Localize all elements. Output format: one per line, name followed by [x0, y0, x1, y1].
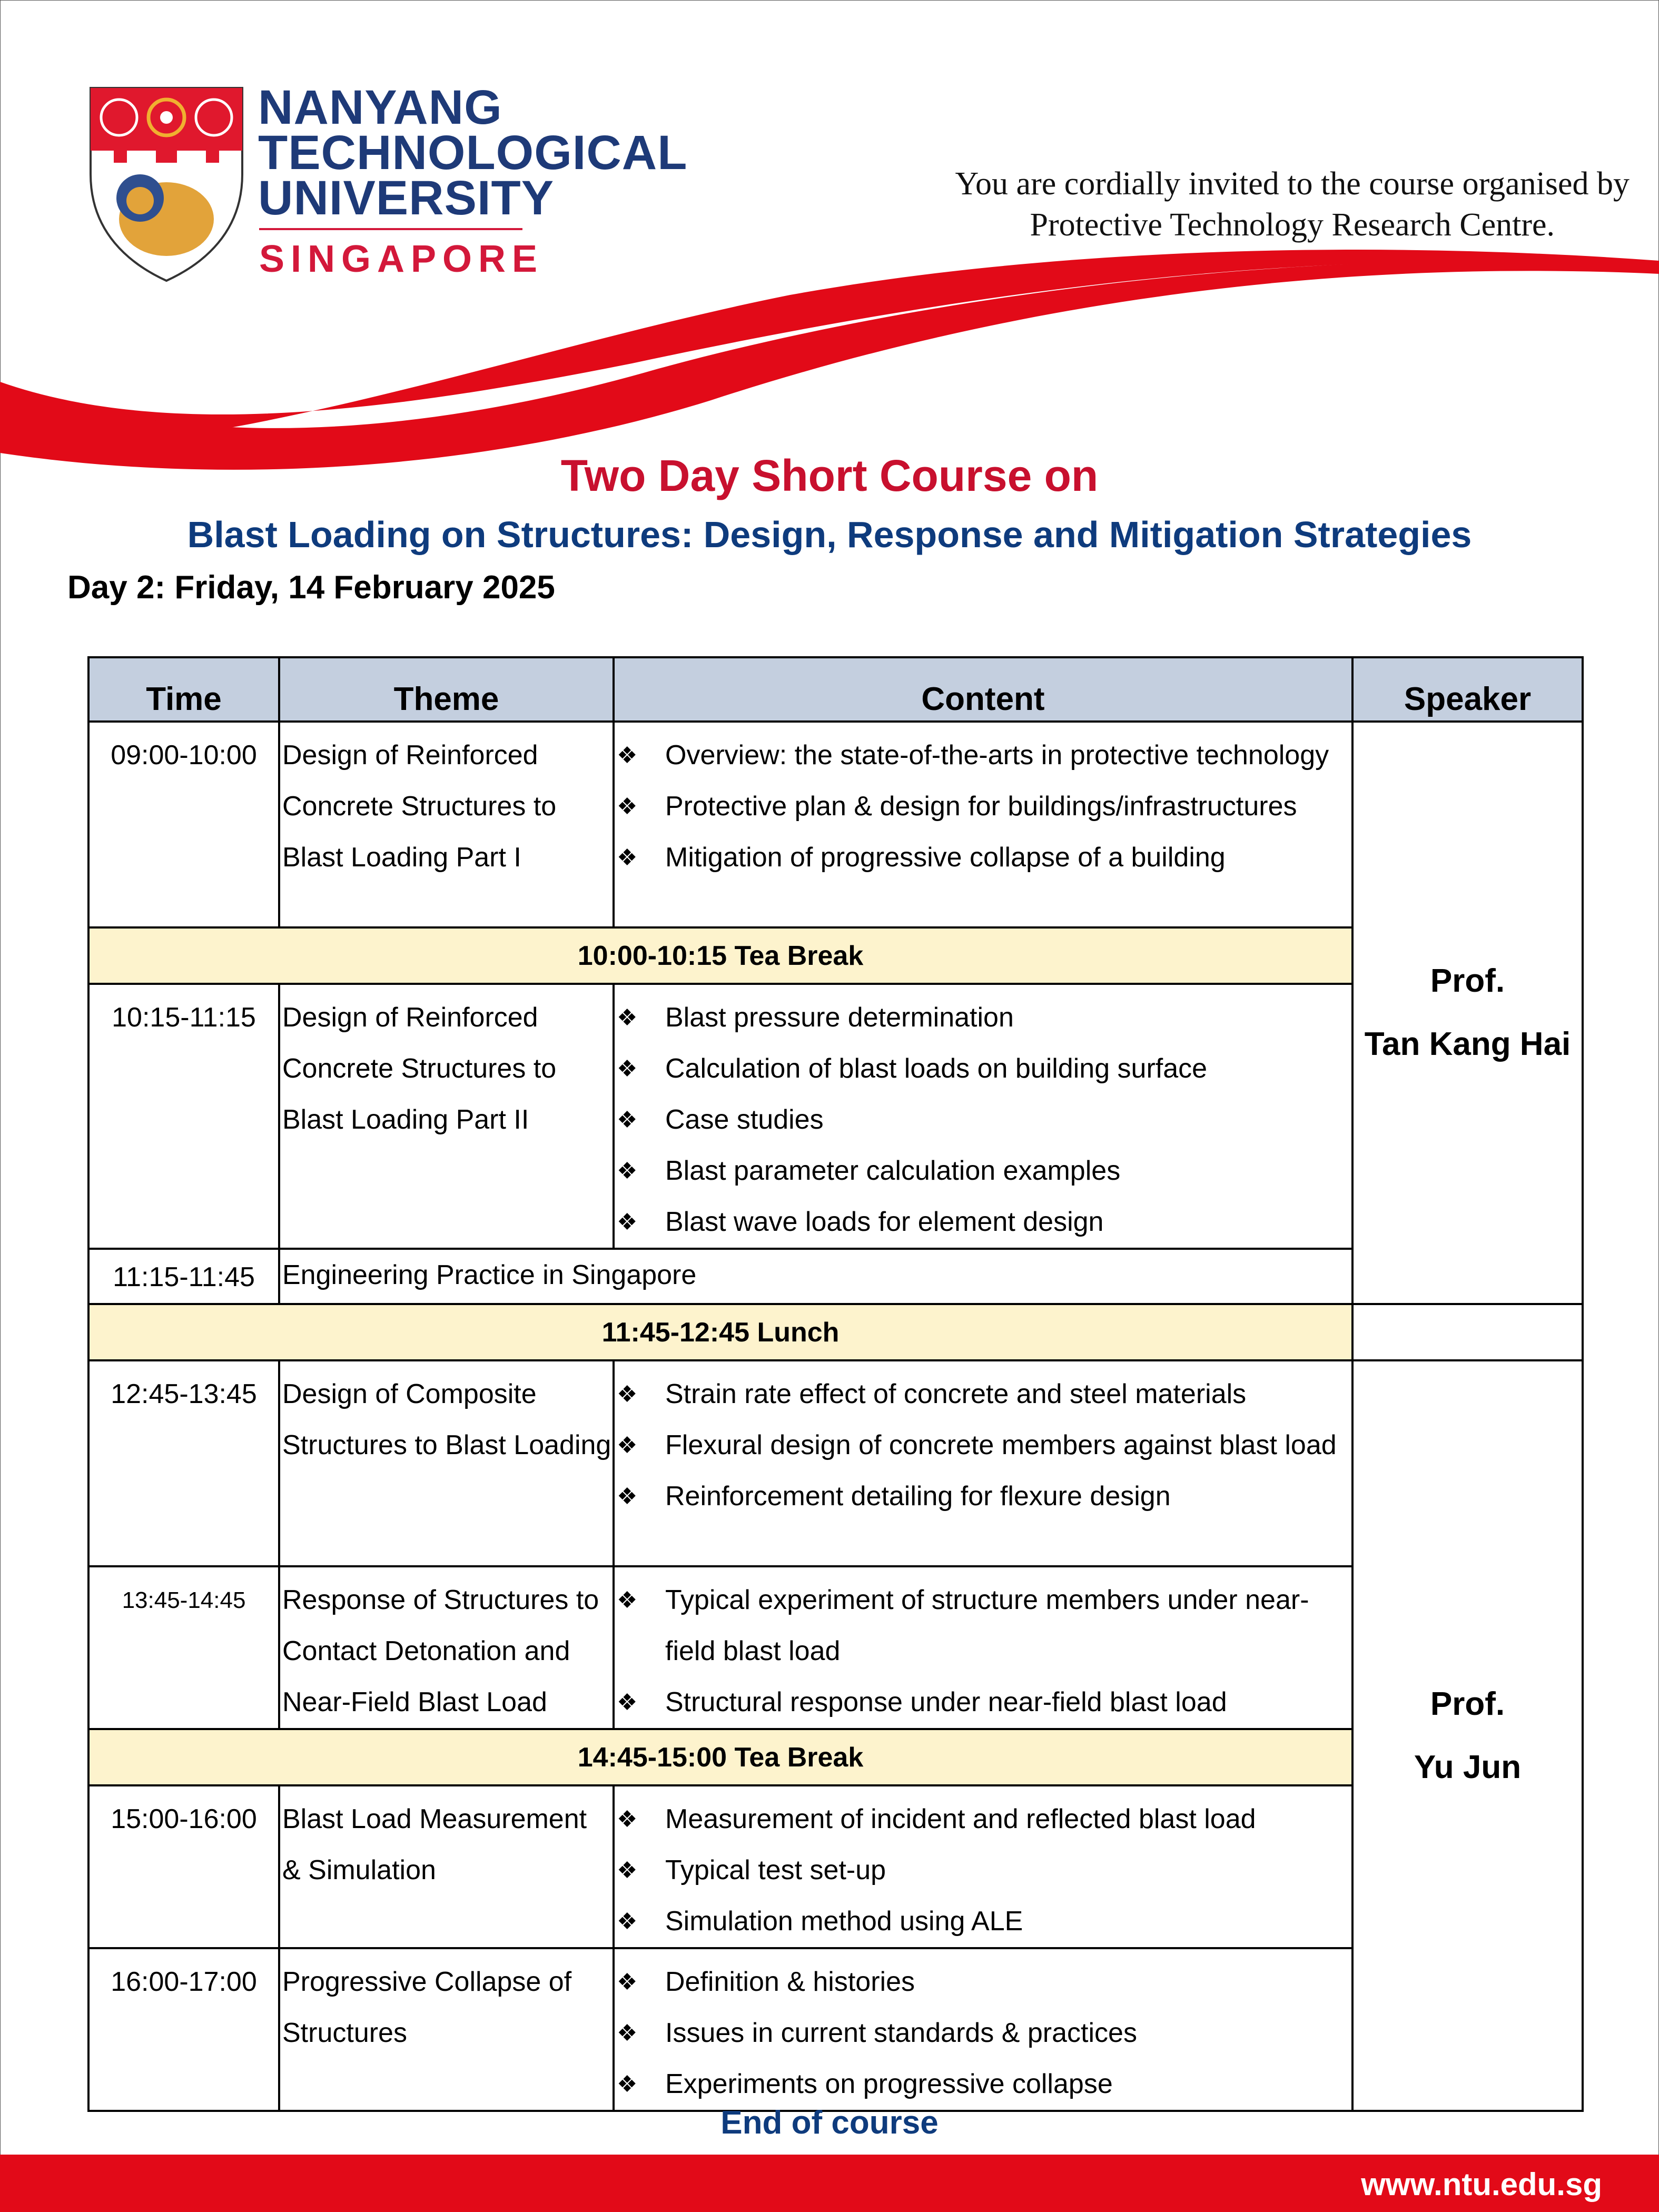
end-of-course-label: End of course: [720, 2105, 939, 2141]
day-date-heading: Day 2: Friday, 14 February 2025: [67, 569, 555, 606]
invitation-line-1: You are cordially invited to the course organised by: [955, 166, 1630, 202]
diamond-bullet-icon: ❖: [617, 1056, 638, 1082]
logo-line-university: UNIVERSITY: [258, 171, 555, 225]
break-label: 10:00-10:15 Tea Break: [88, 927, 1352, 984]
session-content: [614, 1566, 1352, 1729]
session-time: 09:00-10:00: [88, 722, 279, 927]
speaker-title: Prof.: [1430, 963, 1505, 999]
session-content: [614, 1785, 1352, 1948]
diamond-bullet-icon: ❖: [617, 1909, 638, 1934]
session-content: [614, 722, 1352, 927]
session-time: 16:00-17:00: [88, 1948, 279, 2111]
session-theme: Design of Reinforced Concrete Structures to Blast Loading Part I: [279, 722, 614, 927]
ntu-wordmark: [258, 81, 688, 225]
diamond-bullet-icon: ❖: [617, 1969, 638, 1995]
content-item: ❖ Experiments on progressive collapse: [615, 2059, 1351, 2110]
content-item: ❖ Structural response under near-field blast load: [615, 1677, 1351, 1728]
diamond-bullet-icon: ❖: [617, 1690, 638, 1715]
content-item: ❖ Typical test set-up: [615, 1845, 1351, 1896]
diamond-bullet-icon: ❖: [617, 1107, 638, 1133]
logo-line-nanyang: NANYANG: [258, 81, 502, 134]
session-content: [614, 1948, 1352, 2111]
speaker-cell: [1352, 1360, 1583, 2111]
content-item: ❖ Overview: the state-of-the-arts in protective technology: [615, 730, 1351, 781]
speaker-title: Prof.: [1430, 1685, 1505, 1722]
diamond-bullet-icon: ❖: [617, 1209, 638, 1235]
speaker-name: Tan Kang Hai: [1364, 1026, 1571, 1062]
content-item: ❖ Definition & histories: [615, 1957, 1351, 2008]
content-item: ❖ Flexural design of concrete members against blast load: [615, 1420, 1351, 1471]
session-theme: Design of Reinforced Concrete Structures to Blast Loading Part II: [279, 984, 614, 1249]
content-item: ❖ Reinforcement detailing for flexure design: [615, 1471, 1351, 1522]
table-header-row: [88, 657, 1583, 722]
diamond-bullet-icon: ❖: [617, 1433, 638, 1458]
session-theme: Engineering Practice in Singapore: [279, 1249, 1352, 1304]
diamond-bullet-icon: ❖: [617, 2020, 638, 2046]
ntu-logo: [87, 81, 688, 285]
course-subtitle: Blast Loading on Structures: Design, Response and Mitigation Strategies: [187, 514, 1472, 555]
invitation-line-2: Protective Technology Research Centre.: [1030, 207, 1555, 243]
session-time: 13:45-14:45: [88, 1566, 279, 1729]
diamond-bullet-icon: ❖: [617, 845, 638, 871]
diamond-bullet-icon: ❖: [617, 1484, 638, 1509]
session-theme: Response of Structures to Contact Detonation and Near-Field Blast Load: [279, 1566, 614, 1729]
session-theme: Design of Composite Structures to Blast Loading: [279, 1360, 614, 1566]
content-item: ❖ Simulation method using ALE: [615, 1896, 1351, 1947]
break-label: 11:45-12:45 Lunch: [88, 1304, 1352, 1360]
session-time: 15:00-16:00: [88, 1785, 279, 1948]
break-label: 14:45-15:00 Tea Break: [88, 1729, 1352, 1785]
content-item: ❖ Blast wave loads for element design: [615, 1197, 1351, 1248]
content-item: ❖ Mitigation of progressive collapse of a building: [615, 832, 1351, 883]
content-item: ❖ Case studies: [615, 1094, 1351, 1146]
ntu-crest-icon: [87, 85, 245, 285]
header-speaker: Speaker: [1352, 657, 1583, 722]
diamond-bullet-icon: ❖: [617, 1806, 638, 1832]
header-time: Time: [88, 657, 279, 722]
speaker-blank-cell: [1352, 1304, 1583, 1360]
speaker-cell: [1352, 722, 1583, 1304]
footer-website-link[interactable]: www.ntu.edu.sg: [1361, 2167, 1602, 2202]
session-content: [614, 1360, 1352, 1566]
session-theme: Blast Load Measurement & Simulation: [279, 1785, 614, 1948]
content-item: ❖ Blast parameter calculation examples: [615, 1146, 1351, 1197]
break-row: [88, 1304, 1583, 1360]
content-item: ❖ Issues in current standards & practices: [615, 2008, 1351, 2059]
content-item: ❖ Protective plan & design for buildings/infrastructures: [615, 781, 1351, 832]
header-content: Content: [614, 657, 1352, 722]
table-row: [88, 1360, 1583, 1566]
content-item: ❖ Blast pressure determination: [615, 992, 1351, 1043]
invitation-text: [955, 163, 1630, 245]
content-item: ❖ Calculation of blast loads on building surface: [615, 1043, 1351, 1094]
speaker-name: Yu Jun: [1414, 1749, 1522, 1785]
session-time: 11:15-11:45: [88, 1249, 279, 1304]
session-time: 10:15-11:15: [88, 984, 279, 1249]
footer-band: [0, 2155, 1659, 2212]
diamond-bullet-icon: ❖: [617, 1587, 638, 1613]
diamond-bullet-icon: ❖: [617, 794, 638, 819]
diamond-bullet-icon: ❖: [617, 743, 638, 768]
diamond-bullet-icon: ❖: [617, 1381, 638, 1407]
diamond-bullet-icon: ❖: [617, 1005, 638, 1031]
schedule-table: [87, 656, 1584, 2112]
content-item: ❖ Typical experiment of structure members under near-field blast load: [615, 1575, 1351, 1677]
header-theme: Theme: [279, 657, 614, 722]
course-title: Two Day Short Course on: [560, 451, 1099, 500]
logo-line-technological: TECHNOLOGICAL: [258, 126, 688, 180]
session-time: 12:45-13:45: [88, 1360, 279, 1566]
diamond-bullet-icon: ❖: [617, 1158, 638, 1184]
content-item: ❖ Measurement of incident and reflected blast load: [615, 1794, 1351, 1845]
diamond-bullet-icon: ❖: [617, 2071, 638, 2097]
logo-divider: [259, 228, 522, 230]
diamond-bullet-icon: ❖: [617, 1858, 638, 1883]
logo-line-singapore: SINGAPORE: [259, 238, 544, 280]
session-content: [614, 984, 1352, 1249]
table-row: [88, 722, 1583, 927]
content-item: ❖ Strain rate effect of concrete and steel materials: [615, 1369, 1351, 1420]
session-theme: Progressive Collapse of Structures: [279, 1948, 614, 2111]
